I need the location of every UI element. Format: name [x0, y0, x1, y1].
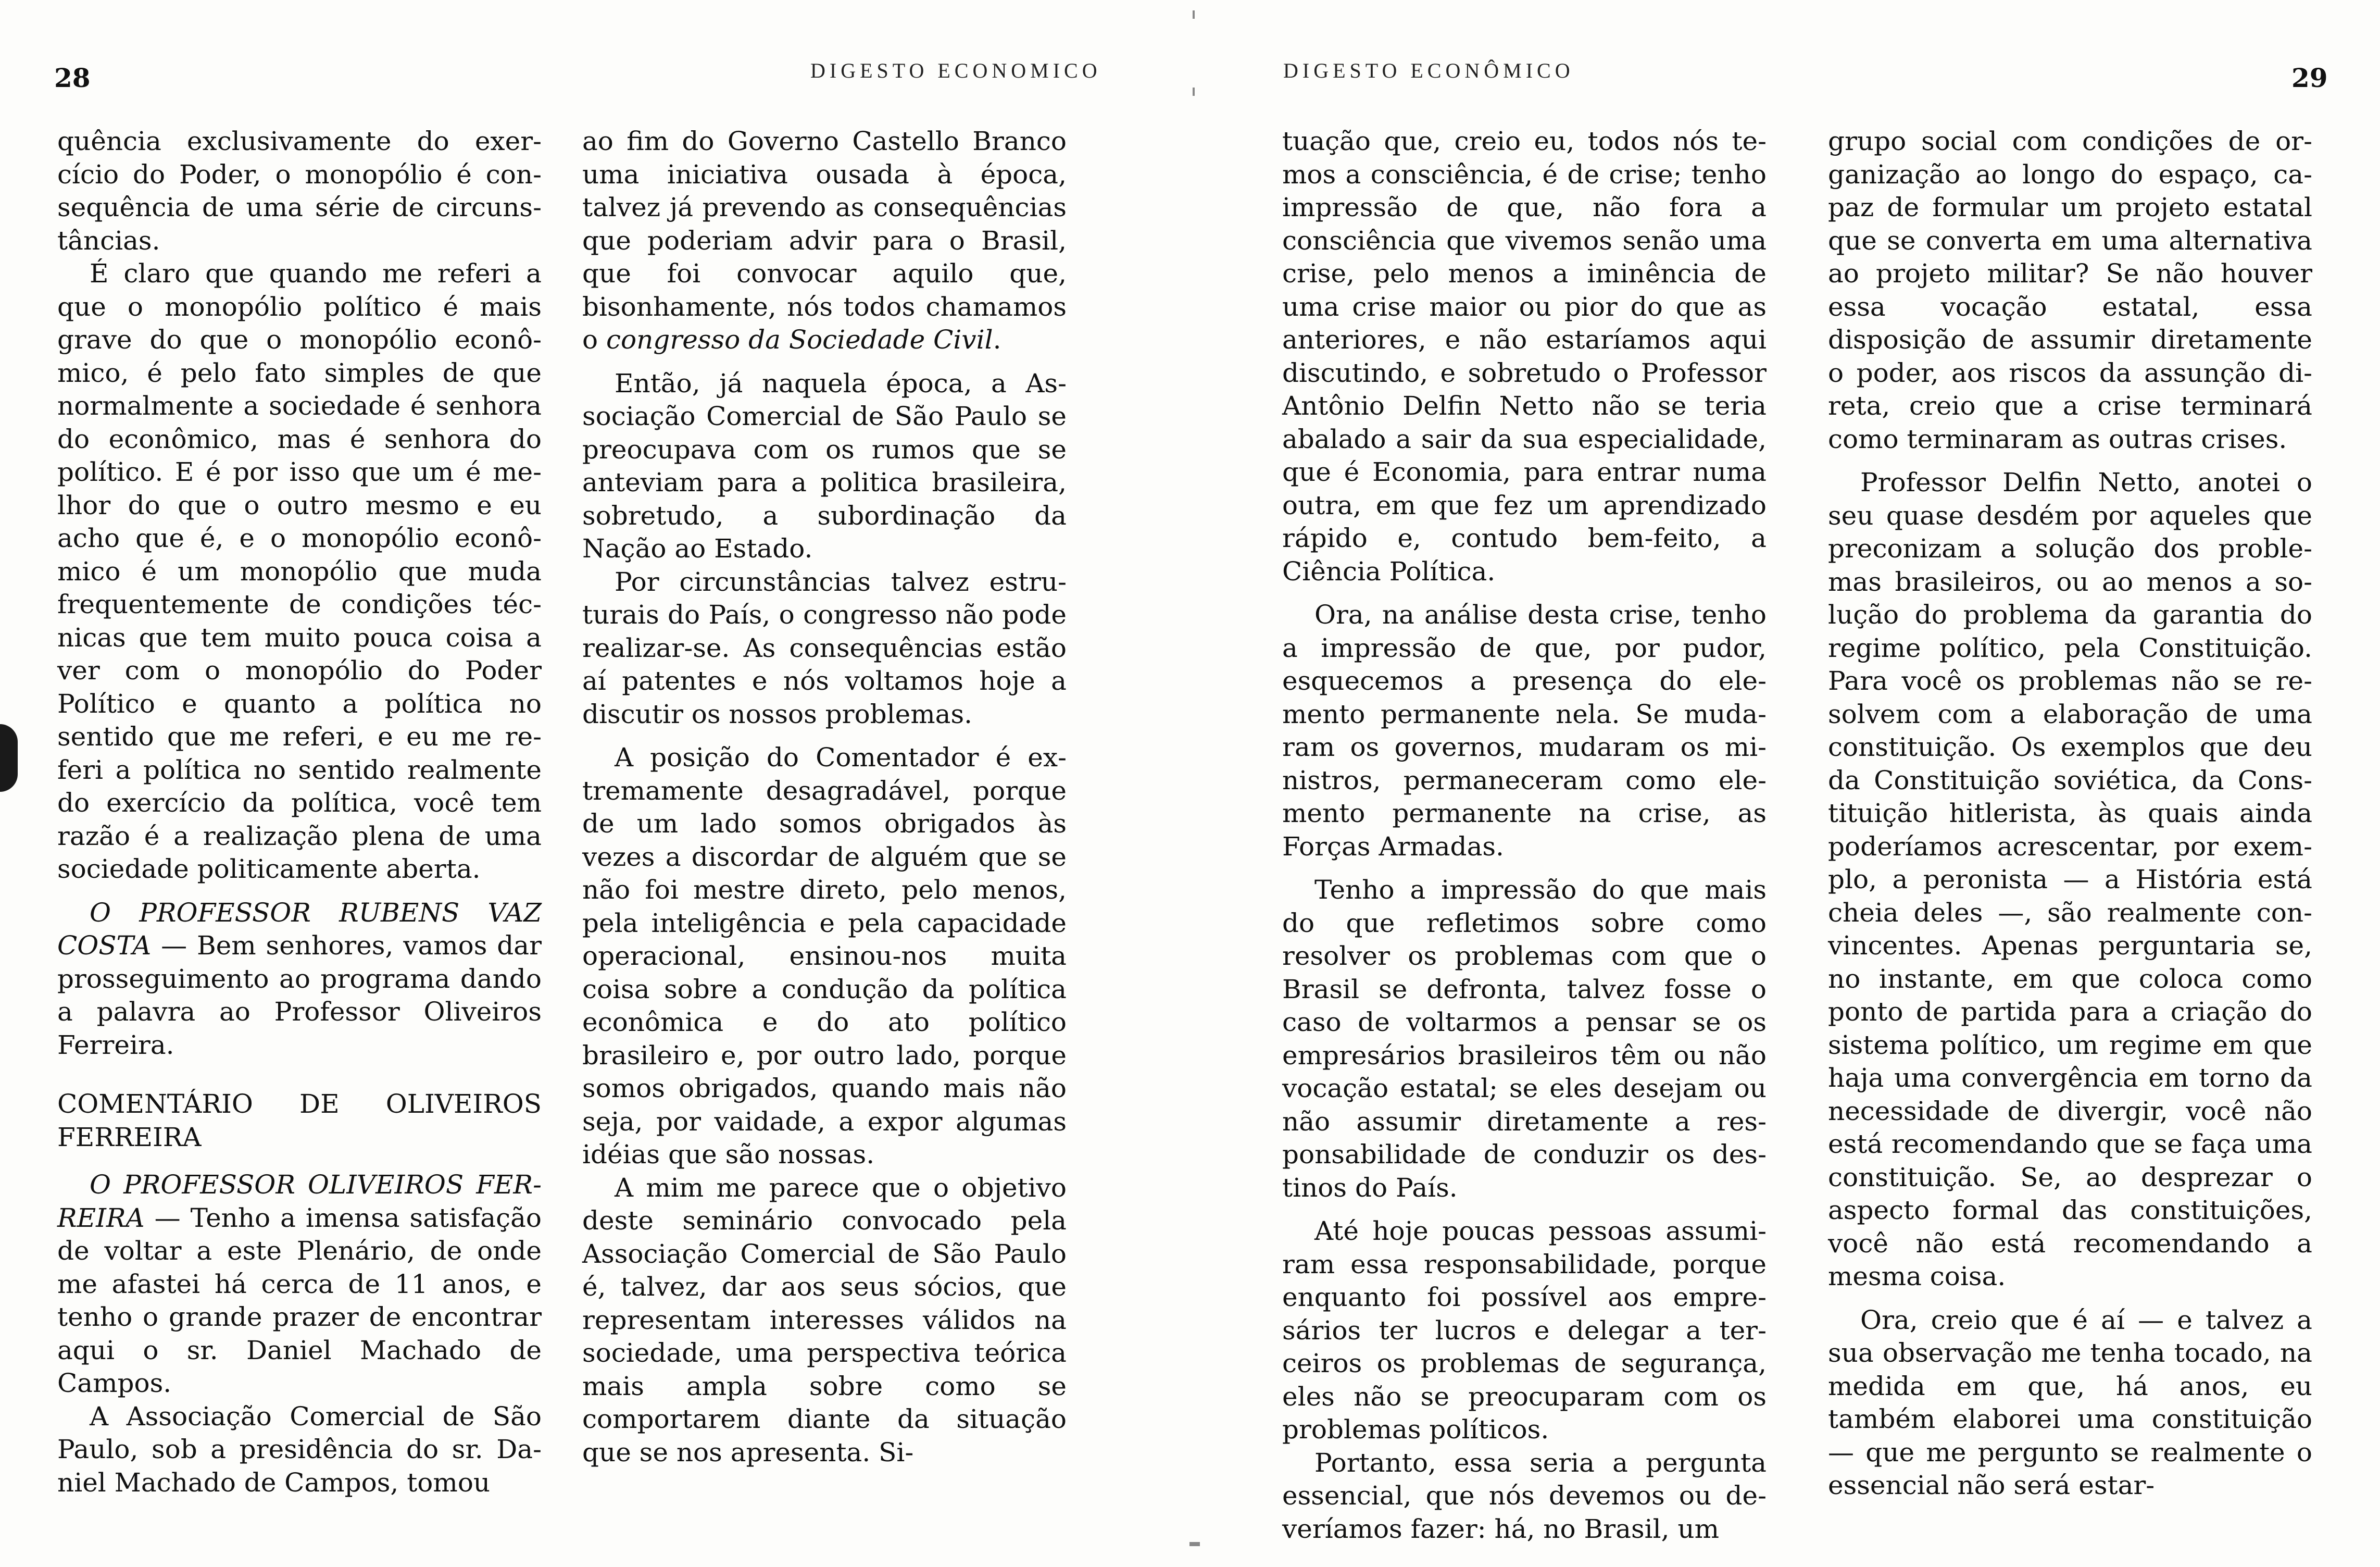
right-page-number: 29 — [2291, 63, 2328, 93]
page-edge-mark-icon — [0, 724, 18, 792]
gutter-mark — [1193, 10, 1195, 19]
paragraph: Por circunstâncias talvez estruturais do País, o congresso não pode realizar-se. As consequências estão aí patentes e nós voltamos hoje a discutir os nossos problemas. — [582, 566, 1067, 729]
speaker-text: — Bem senhores, vamos dar prosseguimento ao programa dando a palavra ao Professor Oliveiros Ferreira. — [57, 930, 542, 1060]
section-heading: COMENTÁRIO DE OLIVEIROS FERREIRA — [57, 1089, 542, 1152]
paragraph: Então, já naquela época, a Associação Comercial de São Paulo se preocupava com os rumos que se anteviam para a politica brasileira, sobretudo, a subordinação da Nação ao Estado. — [582, 368, 1067, 564]
gutter-mark — [1193, 88, 1195, 96]
paragraph: Ora, na análise desta crise, tenho a impressão de que, por pudor, esquecemos a presença do elemento permanente nela. Se mudaram os governos, mudaram os ministros, permaneceram como elemento permanente na crise, as Forças Armadas. — [1282, 600, 1767, 862]
paragraph: A Associação Comercial de São Paulo, sob a presidência do sr. Daniel Machado de Campos, tomou — [57, 1401, 542, 1498]
paragraph: Ora, creio que é aí — e talvez a sua observação me tenha tocado, na medida em que, há anos, eu também elaborei uma constituição — que me pergunto se realmente o essencial não será estar- — [1828, 1304, 2312, 1500]
speaker-paragraph — [57, 1168, 542, 1400]
paragraph: tuação que, creio eu, todos nós temos a consciência, é de crise; tenho impressão de que, não fora a consciência que vivemos senão uma crise, pelo menos a iminência de uma crise maior ou pior do que as anteriores, e não estaríamos aqui discutindo, e sobretudo o Professor Antônio Delfin Netto não se teria abalado a sair da sua especialidade, que é Economia, para entrar numa outra, em que fez um aprendizado rápido e, contudo bem-feito, a Ciência Política. — [1282, 126, 1767, 587]
speaker-name: O PROFESSOR OLIVEIROS FERREIRA — [57, 1170, 542, 1233]
paragraph: quência exclusivamente do exercício do Poder, o monopólio é consequência de uma série de circunstâncias. — [57, 126, 542, 256]
paragraph-text: . — [993, 325, 1001, 355]
speaker-paragraph — [57, 897, 542, 1062]
paragraph: Portanto, essa seria a pergunta essencial, que nós devemos ou deveríamos fazer: há, no Brasil, um — [1282, 1447, 1767, 1544]
left-page-number: 28 — [54, 63, 91, 93]
gutter-mark — [1189, 1542, 1200, 1546]
speaker-text: — Tenho a imensa satisfação de voltar a este Plenário, de onde me afastei há cerca de 11 anos, e tenho o grande prazer de encontrar aqui o sr. Daniel Machado de Campos. — [57, 1202, 542, 1398]
column-4 — [1828, 125, 2312, 1502]
paragraph: grupo social com condições de organização ao longo do espaço, capaz de formular um projeto estatal que se converta em uma alternativa ao projeto militar? Se não houver essa vocação estatal, essa disposição de assumir diretamente o poder, aos riscos da assunção direta, creio que a crise terminará como terminaram as outras crises. — [1828, 126, 2312, 454]
right-running-head: DIGESTO ECONÔMICO — [1283, 59, 1574, 82]
paragraph — [582, 125, 1067, 357]
paragraph: É claro que quando me referi a que o monopólio político é mais grave do que o monopólio econômico, é pelo fato simples de que normalmente a sociedade é senhora do econômico, mas é senhora do político. E é por isso que um é melhor do que o outro mesmo e eu acho que é, e o monopólio econômico é um monopólio que muda frequentemente de condições técnicas que tem muito pouca coisa a ver com o monopólio do Poder Político e quanto a política no sentido que me referi, e eu me referi a política no sentido realmente do exercício da política, você tem razão é a realização plena de uma sociedade politicamente aberta. — [57, 258, 542, 884]
left-running-head: DIGESTO ECONOMICO — [810, 59, 1101, 82]
paragraph-text: ao fim do Governo Castello Branco uma iniciativa ousada à época, talvez já prevendo as consequências que poderiam advir para o Brasil, que foi convocar aquilo que, bisonhamente, nós todos chamamos o — [582, 126, 1067, 355]
paragraph: Professor Delfin Netto, anotei o seu quase desdém por aqueles que preconizam a solução dos problemas brasileiros, ou ao menos a solução do problema da garantia do regime político, pela Constituição. Para você os problemas não se resolvem com a elaboração de uma constituição. Os exemplos que deu da Constituição soviética, da Constituição hitlerista, às quais ainda poderíamos acrescentar, por exemplo, a peronista — a História está cheia deles —, são realmente convincentes. Apenas perguntaria se, no instante, em que coloca como ponto de partida para a criação do sistema político, um regime em que haja uma convergência em torno da necessidade de divergir, você não está recomendando que se faça uma constituição. Se, ao desprezar o aspecto formal das constituições, você não está recomendando a mesma coisa. — [1828, 467, 2312, 1291]
column-2 — [582, 125, 1067, 1469]
paragraph: A posição do Comentador é extremamente desagradável, porque de um lado somos obrigados às vezes a discordar de alguém que se não foi mestre direto, pelo menos, pela inteligência e pela capacidade operacional, ensinou-nos muita coisa sobre a condução da política econômica e do ato político brasileiro e, por outro lado, porque somos obrigados, quando mais não seja, por vaidade, a expor algumas idéias que são nossas. — [582, 742, 1067, 1170]
speaker-name: O PROFESSOR RUBENS VAZ COSTA — [57, 897, 542, 961]
italic-title: congresso da Sociedade Civil — [606, 325, 993, 355]
paragraph: A mim me parece que o objetivo deste seminário convocado pela Associação Comercial de São Paulo é, talvez, dar aos seus sócios, que representam interesses válidos na sociedade, uma perspectiva teórica mais ampla sobre como se comportarem diante da situação que se nos apresenta. Si- — [582, 1172, 1067, 1467]
column-1 — [57, 125, 542, 1499]
paragraph: Tenho a impressão do que mais do que refletimos sobre como resolver os problemas com que o Brasil se defronta, talvez fosse o caso de voltarmos a pensar se os empresários brasileiros têm ou não vocação estatal; se eles desejam ou não assumir diretamente a responsabilidade de conduzir os destinos do País. — [1282, 875, 1767, 1203]
paragraph: Até hoje poucas pessoas assumiram essa responsabilidade, porque enquanto foi possível aos empresários ter lucros e delegar a terceiros os problemas de segurança, eles não se preocuparam com os problemas políticos. — [1282, 1216, 1767, 1445]
column-3 — [1282, 125, 1767, 1546]
